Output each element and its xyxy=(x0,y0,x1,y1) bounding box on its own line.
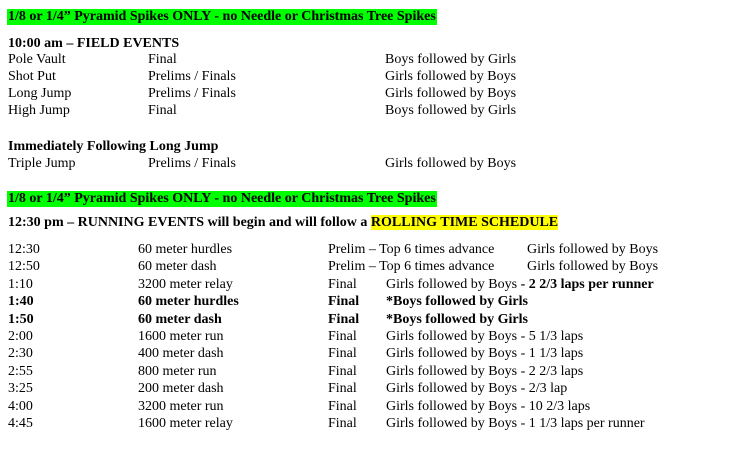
running-order xyxy=(386,416,645,432)
order-text: Girls followed by Boys xyxy=(386,363,518,379)
running-time: 2:00 xyxy=(8,329,33,344)
order-text: Girls followed by Boys xyxy=(386,346,518,362)
order-text: *Boys followed by Girls xyxy=(386,311,528,327)
field-order: Boys followed by Girls xyxy=(385,103,517,118)
running-event: 60 meter hurdles xyxy=(138,294,239,310)
lap-info: - 5 1/3 laps xyxy=(517,329,584,344)
running-round: Prelim – Top 6 times advance xyxy=(328,259,495,275)
lap-info: - 1 1/3 laps xyxy=(517,346,584,362)
running-round: Final xyxy=(328,276,357,292)
running-time: 2:30 xyxy=(8,346,33,362)
running-order xyxy=(386,294,528,310)
lap-info: - 10 2/3 laps xyxy=(517,398,591,414)
running-event: 3200 meter run xyxy=(138,398,224,414)
running-event: 1600 meter run xyxy=(138,329,224,344)
field-order: Girls followed by Boys xyxy=(385,69,517,84)
field-round: Prelims / Finals xyxy=(148,156,236,171)
order-text: *Boys followed by Girls xyxy=(386,294,528,310)
running-event: 400 meter dash xyxy=(138,346,224,362)
field-events-heading: 10:00 am – FIELD EVENTS xyxy=(8,36,180,51)
running-time: 4:45 xyxy=(8,416,33,431)
running-time: 3:25 xyxy=(8,381,33,397)
running-order xyxy=(386,399,590,415)
order-text: Girls followed by Boys xyxy=(386,381,518,397)
running-time: 12:30 xyxy=(8,242,40,257)
order-text: Girls followed by Boys xyxy=(527,259,659,275)
field-event: Pole Vault xyxy=(8,52,66,67)
running-round: Final xyxy=(328,346,357,362)
field-order: Girls followed by Boys xyxy=(385,156,517,171)
running-order xyxy=(527,259,658,275)
running-order xyxy=(386,277,654,293)
running-round: Final xyxy=(328,398,357,414)
lap-info: - 1 1/3 laps per runner xyxy=(517,416,645,431)
running-events-heading xyxy=(8,215,558,231)
lap-info: - 2 2/3 laps per runner xyxy=(517,276,654,292)
field-round: Final xyxy=(148,103,177,118)
running-order xyxy=(527,242,658,258)
field-event: Triple Jump xyxy=(8,156,76,171)
running-event: 3200 meter relay xyxy=(138,276,233,292)
running-round: Final xyxy=(328,294,360,310)
running-event: 1600 meter relay xyxy=(138,416,233,431)
order-text: Girls followed by Boys xyxy=(386,398,518,414)
field-round: Prelims / Finals xyxy=(148,86,236,101)
order-text: Girls followed by Boys xyxy=(386,276,518,292)
running-time: 4:00 xyxy=(8,398,33,414)
lap-info: - 2/3 lap xyxy=(517,381,568,397)
field-order: Boys followed by Girls xyxy=(385,52,517,67)
field-event: Shot Put xyxy=(8,69,56,84)
running-event: 60 meter dash xyxy=(138,311,222,327)
running-time: 12:50 xyxy=(8,259,40,275)
field-round: Prelims / Finals xyxy=(148,69,236,84)
field-round: Final xyxy=(148,52,177,67)
running-order xyxy=(386,329,583,345)
running-time: 1:40 xyxy=(8,294,34,310)
running-round: Prelim – Top 6 times advance xyxy=(328,242,495,257)
field-event: Long Jump xyxy=(8,86,72,101)
running-round: Final xyxy=(328,363,357,379)
lap-info: - 2 2/3 laps xyxy=(517,363,584,379)
running-heading-text: 12:30 pm – RUNNING EVENTS will begin and will follow a xyxy=(8,215,371,230)
running-order xyxy=(386,381,567,397)
running-event: 60 meter hurdles xyxy=(138,242,233,257)
rolling-schedule-highlight: ROLLING TIME SCHEDULE xyxy=(370,215,559,230)
running-round: Final xyxy=(328,416,357,431)
field-order: Girls followed by Boys xyxy=(385,86,517,101)
field-event: High Jump xyxy=(8,103,70,118)
following-heading: Immediately Following Long Jump xyxy=(8,139,219,154)
order-text: Girls followed by Boys xyxy=(527,242,659,257)
running-round: Final xyxy=(328,311,360,327)
spikes-banner-bottom: 1/8 or 1/4” Pyramid Spikes ONLY - no Needle or Christmas Tree Spikes xyxy=(8,191,436,206)
running-order xyxy=(386,364,583,380)
spikes-banner-top: 1/8 or 1/4” Pyramid Spikes ONLY - no Needle or Christmas Tree Spikes xyxy=(8,9,436,24)
running-event: 60 meter dash xyxy=(138,259,217,275)
order-text: Girls followed by Boys xyxy=(386,329,518,344)
running-event: 200 meter dash xyxy=(138,381,224,397)
running-round: Final xyxy=(328,381,357,397)
running-round: Final xyxy=(328,329,357,344)
running-order xyxy=(386,312,528,328)
order-text: Girls followed by Boys xyxy=(386,416,518,431)
running-time: 1:50 xyxy=(8,311,34,327)
running-time: 1:10 xyxy=(8,276,33,292)
running-order xyxy=(386,346,583,362)
running-event: 800 meter run xyxy=(138,363,217,379)
running-time: 2:55 xyxy=(8,363,33,379)
